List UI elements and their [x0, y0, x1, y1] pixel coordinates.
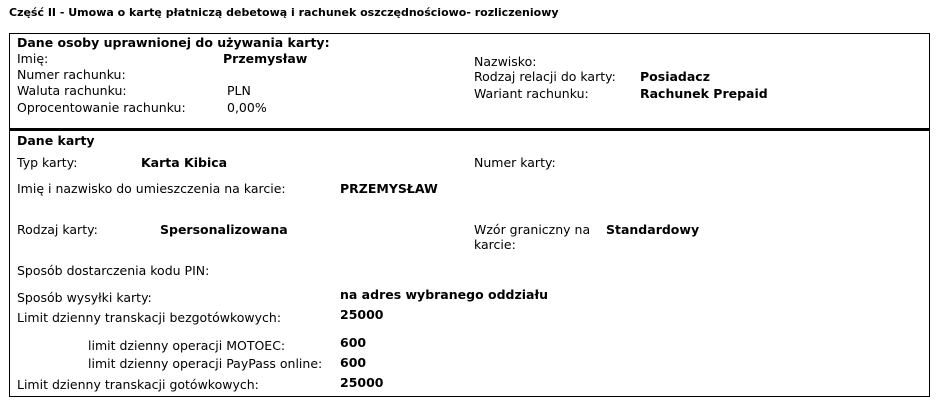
pin-label: Sposób dostarczenia kodu PIN: [17, 263, 210, 278]
wysylka-value: na adres wybranego oddziału [340, 287, 549, 302]
limit-bezgot-value: 25000 [340, 307, 384, 322]
section2-heading: Dane karty [17, 133, 95, 148]
imie-label: Imię: [17, 51, 49, 66]
wariant-label: Wariant rachunku: [474, 86, 589, 101]
motoec-value: 600 [340, 335, 367, 350]
rodzaj-relacji-label: Rodzaj relacji do karty: [474, 69, 616, 84]
wariant-value: Rachunek Prepaid [640, 86, 768, 101]
limit-got-label: Limit dzienny transkacji gotówkowych: [17, 377, 259, 392]
numer-karty-label: Numer karty: [474, 155, 556, 170]
imie-nazwisko-value: PRZEMYSŁAW [340, 181, 438, 196]
limit-got-value: 25000 [340, 375, 384, 390]
page-title: Część II - Umowa o kartę płatniczą debetową i rachunek oszczędnościowo- rozliczeniowy [9, 6, 559, 19]
rodzaj-relacji-value: Posiadacz [640, 69, 710, 84]
wzor-label-line2: karcie: [474, 237, 516, 252]
paypass-value: 600 [340, 355, 367, 370]
waluta-label: Waluta rachunku: [17, 83, 127, 98]
waluta-value: PLN [227, 83, 251, 98]
typ-karty-label: Typ karty: [17, 155, 78, 170]
oprocentowanie-value: 0,00% [227, 100, 267, 115]
motoec-label: limit dzienny operacji MOTOEC: [88, 338, 286, 353]
oprocentowanie-label: Oprocentowanie rachunku: [17, 100, 186, 115]
wysylka-label: Sposób wysyłki karty: [17, 290, 152, 305]
rodzaj-karty-value: Spersonalizowana [160, 222, 288, 237]
wzor-label-line1: Wzór graniczny na [474, 222, 591, 237]
numer-rachunku-label: Numer rachunku: [17, 67, 126, 82]
typ-karty-value: Karta Kibica [141, 155, 228, 170]
nazwisko-label: Nazwisko: [474, 54, 537, 69]
paypass-label: limit dzienny operacji PayPass online: [88, 356, 323, 371]
wzor-value: Standardowy [606, 222, 700, 237]
imie-value: Przemysław [223, 51, 308, 66]
section-divider [9, 128, 930, 131]
section1-heading: Dane osoby uprawnionej do używania karty: [17, 35, 330, 50]
limit-bezgot-label: Limit dzienny transkacji bezgotówkowych: [17, 310, 282, 325]
imie-nazwisko-label: Imię i nazwisko do umieszczenia na karcie: [17, 181, 286, 196]
rodzaj-karty-label: Rodzaj karty: [17, 222, 98, 237]
